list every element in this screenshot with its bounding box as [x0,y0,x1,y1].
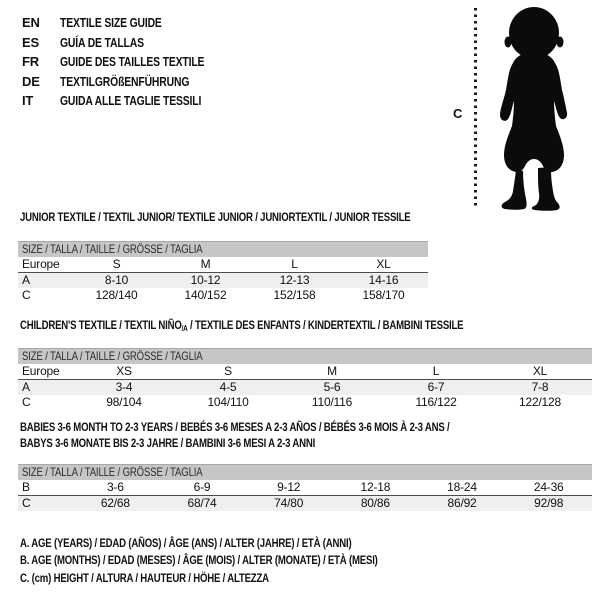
height-cell: 152/158 [273,288,316,302]
size-cell: XL [532,364,548,378]
months-cell: 18-24 [447,480,477,494]
height-cell: 98/104 [106,395,142,409]
lang-title: TEXTILGRÖßENFÜHRUNG [60,73,190,89]
height-cell: 110/116 [311,395,353,409]
age-cell: 3-4 [115,380,133,394]
table-row-age [18,380,592,395]
title-subscript: /A [181,324,188,333]
section-title-babies [20,420,557,451]
size-cell: S [112,257,121,271]
row-label: C [22,288,31,302]
size-cell: XL [376,257,391,271]
lang-code: IT [22,93,34,109]
footnote-text: A. AGE (YEARS) / EDAD (AÑOS) / ÂGE (ANS) / ALTER (JAHRE) / ETÀ (ANNI) [20,536,352,550]
height-cell: 74/80 [274,496,304,510]
lang-title: TEXTILE SIZE GUIDE [60,15,162,31]
footnote-a [20,536,467,553]
lang-row-fr [22,52,240,72]
lang-row-es [22,33,240,53]
height-measure-dotted-line [474,8,477,209]
size-cell: XS [116,364,132,378]
height-cell: 86/92 [447,496,477,510]
age-cell: 8-10 [104,273,129,287]
children-size-table [18,348,592,410]
language-legend [22,13,240,111]
height-cell: 92/98 [534,496,564,510]
age-cell: 14-16 [368,273,399,287]
row-label: A [22,380,30,394]
size-header-bar [18,241,428,257]
section-title-text [20,318,463,337]
title-post: / TEXTILE DES ENFANTS / KINDERTEXTIL / BAMBINI TESSILE [187,318,464,332]
size-cell: S [224,364,232,378]
lang-row-de [22,72,240,92]
lang-code: EN [22,15,40,31]
age-cell: 5-6 [323,380,341,394]
row-label: C [22,496,31,510]
age-cell: 10-12 [190,273,221,287]
section-title-junior [20,210,508,226]
row-label: Europe [22,364,60,378]
footnote-text: C. (cm) HEIGHT / ALTURA / HAUTEUR / HÖHE / ALTEZZA [20,570,269,585]
section-title-line1: BABIES 3-6 MONTH TO 2-3 YEARS / BEBÉS 3-6 MESES A 2-3 AÑOS / BÉBÉS 3-6 MOIS À 2-3 ANS / [20,420,450,434]
section-title-children [20,318,574,337]
footnote-b [20,553,467,570]
lang-title: GUIDA ALLE TAGLIE TESSILI [60,93,202,109]
months-cell: 3-6 [106,480,124,494]
months-cell: 12-18 [360,480,391,494]
age-cell: 6-7 [427,380,445,394]
height-cell: 104/110 [207,395,249,409]
junior-size-table [18,241,428,303]
table-row-age [18,273,428,288]
age-cell: 4-5 [219,380,237,394]
size-cell: M [327,364,337,378]
size-cell: L [291,257,298,271]
size-header-bar [18,348,592,364]
size-header-label: SIZE / TALLA / TAILLE / GRÖSSE / TAGLIA [22,242,203,256]
lang-code: FR [22,54,39,70]
months-cell: 9-12 [277,480,301,494]
size-cell: M [200,257,211,271]
lang-code: DE [22,73,40,89]
age-cell: 12-13 [279,273,310,287]
height-cell: 68/74 [187,496,217,510]
table-row-height [18,395,592,410]
height-cell: 62/68 [100,496,130,510]
table-row-height [18,288,428,303]
height-measure-label: C [453,106,463,121]
table-row-europe [18,364,592,380]
months-cell: 6-9 [193,480,211,494]
row-label: C [22,395,31,409]
table-row-height [18,496,592,511]
footnote-text: B. AGE (MONTHS) / EDAD (MESES) / ÂGE (MOIS) / ALTER (MONATE) / ETÀ (MESI) [20,553,378,568]
height-cell: 122/128 [519,395,561,409]
title-pre: CHILDREN'S TEXTILE / TEXTIL NIÑO [20,318,182,332]
age-cell: 7-8 [531,380,549,394]
section-title-line2: BABYS 3-6 MONATE BIS 2-3 JAHRE / BAMBINI 3-6 MESI A 2-3 ANNI [20,435,316,450]
height-cell: 116/122 [415,395,457,409]
table-row-europe [18,257,428,273]
lang-code: ES [22,34,39,50]
section-title-text: JUNIOR TEXTILE / TEXTIL JUNIOR/ TEXTILE JUNIOR / JUNIORTEXTIL / JUNIOR TESSILE [20,210,411,224]
footnote-legend [20,536,467,588]
months-cell: 24-36 [533,480,564,494]
height-cell: 158/170 [362,288,405,302]
height-cell: 128/140 [95,288,138,302]
row-label: A [22,273,30,287]
babies-size-table [18,464,592,511]
lang-row-it [22,91,240,111]
lang-row-en [22,13,240,33]
height-cell: 80/86 [360,496,390,510]
row-label: B [22,480,30,494]
row-label: Europe [22,257,60,271]
size-header-bar [18,464,592,480]
lang-title: GUIDE DES TAILLES TEXTILE [60,54,205,70]
size-header-label: SIZE / TALLA / TAILLE / GRÖSSE / TAGLIA [22,465,203,479]
footnote-c [20,571,467,588]
height-cell: 140/152 [184,288,227,302]
baby-silhouette-icon [486,6,578,211]
size-cell: L [432,364,440,378]
size-header-label: SIZE / TALLA / TAILLE / GRÖSSE / TAGLIA [22,349,203,363]
table-row-months [18,480,592,496]
lang-title: GUÍA DE TALLAS [60,34,144,50]
